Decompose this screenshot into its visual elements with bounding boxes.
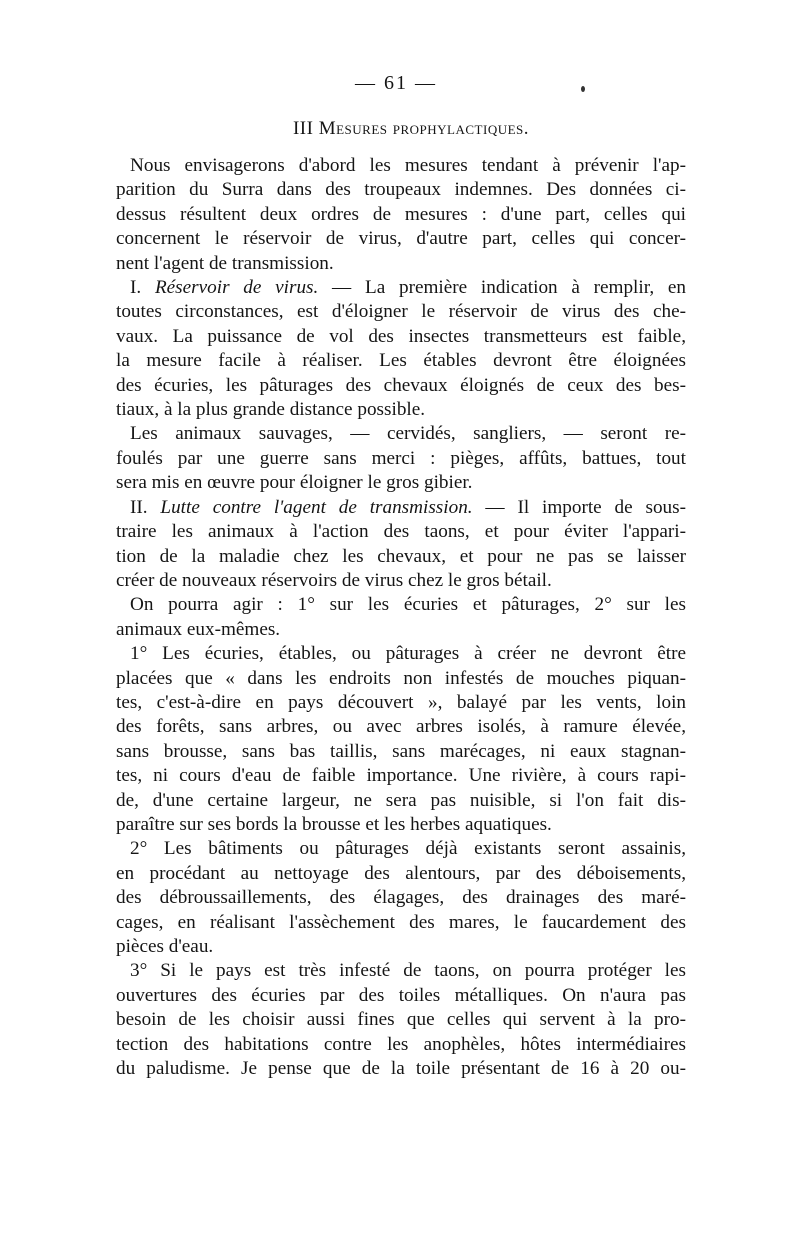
text-line: foulés par une guerre sans merci : pièges, affûts, battues, tout <box>116 447 686 469</box>
text-line: On pourra agir : 1° sur les écuries et pâturages, 2° sur les <box>130 594 686 616</box>
text-line: la mesure facile à réaliser. Les étables devront être éloignées <box>116 350 686 372</box>
text-line: des écuries, les pâturages des chevaux éloignés de ceux des bes- <box>116 374 686 396</box>
text-line: traire les animaux à l'action des taons, et pour éviter l'appari- <box>116 521 686 543</box>
text-line: sans brousse, sans bas taillis, sans marécages, ni eaux stagnan- <box>116 740 686 762</box>
book-page <box>116 72 686 1081</box>
text-line: 3° Si le pays est très infesté de taons, on pourra protéger les <box>130 960 686 982</box>
text-line: de, d'une certaine largeur, ne sera pas nuisible, si l'on fait dis- <box>116 789 686 811</box>
paragraph-intro <box>116 154 686 276</box>
paragraph-label: II. <box>130 496 148 518</box>
text-line: Les animaux sauvages, — cervidés, sangliers, — seront re- <box>130 423 686 445</box>
text-line: tection des habitations contre les anophèles, hôtes intermédiaires <box>116 1033 686 1055</box>
text-line: du paludisme. Je pense que de la toile présentant de 16 à 20 ou- <box>116 1058 686 1080</box>
paragraph-point-3 <box>116 959 686 1081</box>
text-line: paraître sur ses bords la brousse et les herbes aquatiques. <box>116 813 552 835</box>
paragraph-actions <box>116 593 686 642</box>
body-text <box>116 154 686 1081</box>
section-title-text: Mesures prophylactiques. <box>318 118 530 139</box>
ink-speck <box>581 86 585 92</box>
section-title <box>136 118 686 140</box>
paragraph-reservoir <box>116 276 686 422</box>
section-numeral: III <box>292 118 314 139</box>
text-line <box>116 496 686 520</box>
text-line <box>116 276 686 300</box>
paragraph-transmission <box>116 496 686 594</box>
text-line: Nous envisagerons d'abord les mesures tendant à prévenir l'ap- <box>130 155 686 176</box>
text-run: — La première indication à remplir, en <box>318 277 686 299</box>
text-line: tes, c'est-à-dire en pays découvert », balayé par les vents, loin <box>116 691 686 713</box>
text-line: dessus résultent deux ordres de mesures : d'une part, celles qui <box>116 203 686 225</box>
text-line: sera mis en œuvre pour éloigner le gros gibier. <box>116 472 473 494</box>
text-line: placées que « dans les endroits non infestés de mouches piquan- <box>116 667 686 689</box>
text-line: pièces d'eau. <box>116 936 214 957</box>
text-line: tion de la maladie chez les chevaux, et pour ne pas se laisser <box>116 545 686 567</box>
text-line: 1° Les écuries, étables, ou pâturages à créer ne devront être <box>130 643 686 665</box>
page-number: — 61 — <box>355 72 437 94</box>
text-line: animaux eux-mêmes. <box>116 618 281 640</box>
paragraph-wild-animals <box>116 422 686 495</box>
text-line: tiaux, à la plus grande distance possible. <box>116 399 426 421</box>
paragraph-heading: Lutte contre l'agent de transmission. <box>160 496 473 518</box>
paragraph-point-1 <box>116 642 686 837</box>
paragraph-label: I. <box>130 277 142 299</box>
paragraph-point-2 <box>116 837 686 959</box>
text-line: nent l'agent de transmission. <box>116 252 334 274</box>
paragraph-heading: Réservoir de virus. <box>154 277 319 299</box>
text-line: créer de nouveaux réservoirs de virus chez le gros bétail. <box>116 569 552 591</box>
text-line: des débroussaillements, des élagages, des drainages des maré- <box>116 887 686 909</box>
text-line: en procédant au nettoyage des alentours, par des déboisements, <box>116 862 686 884</box>
text-line: besoin de les choisir aussi fines que celles qui servent à la pro- <box>116 1009 686 1031</box>
text-line: vaux. La puissance de vol des insectes transmetteurs est faible, <box>116 325 686 347</box>
text-line: 2° Les bâtiments ou pâturages déjà existants seront assainis, <box>130 838 686 860</box>
text-line: toutes circonstances, est d'éloigner le réservoir de virus des che- <box>116 301 686 323</box>
text-line: ouvertures des écuries par des toiles métalliques. On n'aura pas <box>116 984 686 1006</box>
text-line: cages, en réalisant l'assèchement des mares, le faucardement des <box>116 911 686 933</box>
text-line: parition du Surra dans des troupeaux indemnes. Des données ci- <box>116 179 686 201</box>
text-line: des forêts, sans arbres, ou avec arbres isolés, à ramure élevée, <box>116 716 686 738</box>
text-line: concernent le réservoir de virus, d'autre part, celles qui concer- <box>116 228 686 250</box>
text-line: tes, ni cours d'eau de faible importance. Une rivière, à cours rapi- <box>116 765 686 787</box>
text-run: — Il importe de sous- <box>472 496 686 518</box>
